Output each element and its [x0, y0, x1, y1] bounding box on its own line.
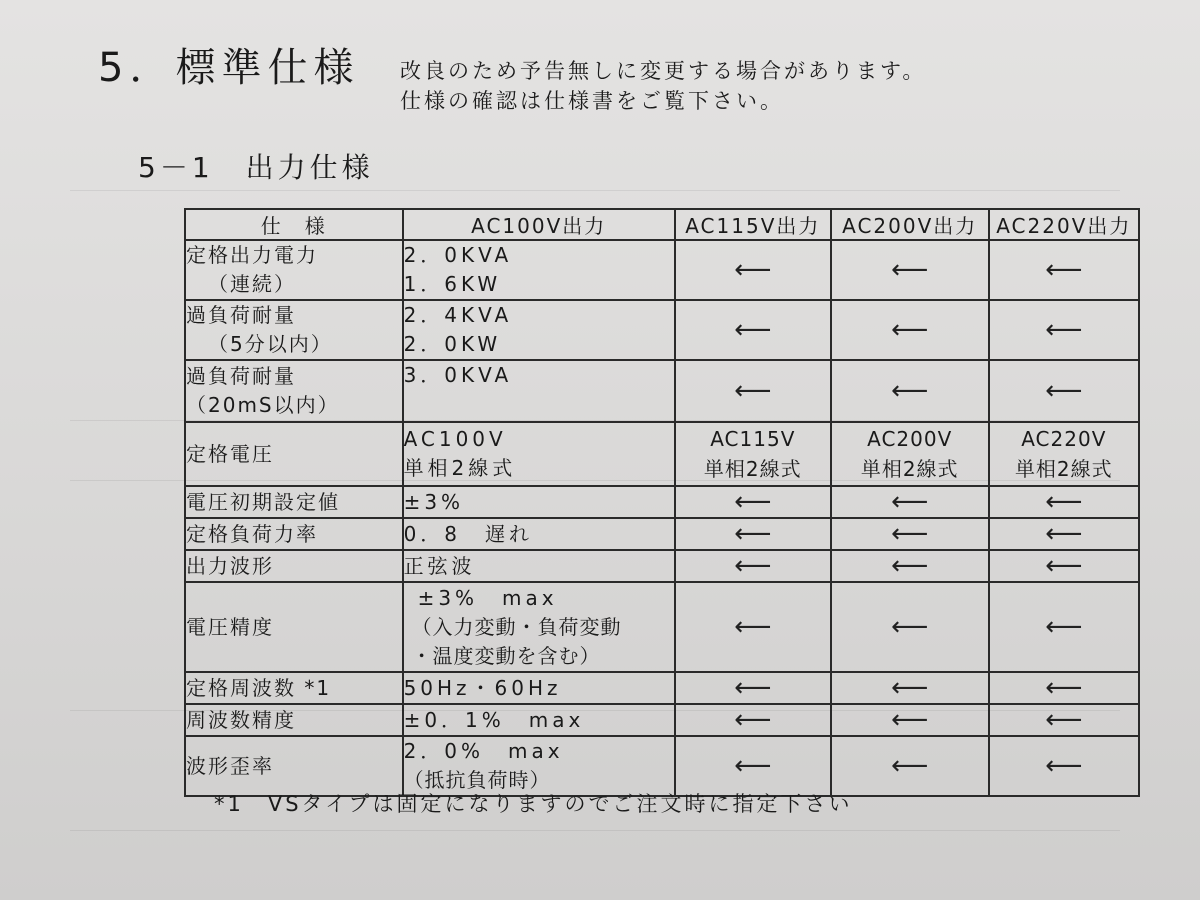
- same-as-left-arrow-icon: ⟵: [675, 486, 831, 518]
- notice-line-2: 仕様の確認は仕様書をご覧下さい。: [400, 89, 784, 113]
- table-row: [185, 240, 1139, 300]
- row-value: ±3% max （入力変動・負荷変動 ・温度変動を含む）: [403, 582, 675, 672]
- same-as-left-arrow-icon: ⟵: [675, 240, 831, 300]
- output-spec-table: [184, 208, 1140, 797]
- table-row: [185, 550, 1139, 582]
- header-ac100v: AC100V出力: [403, 209, 675, 240]
- table-row: [185, 736, 1139, 796]
- notice-text: [400, 56, 926, 116]
- section-heading: 5．標準仕様: [98, 45, 360, 91]
- same-as-left-arrow-icon: ⟵: [675, 736, 831, 796]
- row-label: 周波数精度: [185, 704, 403, 736]
- subsection-heading: 5－1 出力仕様: [138, 151, 374, 184]
- row-label: 定格負荷力率: [185, 518, 403, 550]
- same-as-left-arrow-icon: ⟵: [831, 360, 989, 422]
- row-label: 過負荷耐量 （20mS以内）: [185, 360, 403, 422]
- row-label: 波形歪率: [185, 736, 403, 796]
- row-value: ±0．1% max: [403, 704, 675, 736]
- row-value: AC100V 単相2線式: [403, 422, 675, 486]
- row-label: 出力波形: [185, 550, 403, 582]
- table-row: [185, 486, 1139, 518]
- row-value: 50Hz・60Hz: [403, 672, 675, 704]
- same-as-left-arrow-icon: ⟵: [675, 672, 831, 704]
- header-ac220v: AC220V出力: [989, 209, 1139, 240]
- same-as-left-arrow-icon: ⟵: [989, 672, 1139, 704]
- table-row: [185, 422, 1139, 486]
- same-as-left-arrow-icon: ⟵: [675, 582, 831, 672]
- footnote: *1 VSタイプは固定になりますのでご注文時に指定下さい: [214, 792, 853, 816]
- ac200v-voltage: AC200V 単相2線式: [831, 422, 989, 486]
- same-as-left-arrow-icon: ⟵: [989, 300, 1139, 360]
- same-as-left-arrow-icon: ⟵: [989, 550, 1139, 582]
- header-spec: 仕 様: [185, 209, 403, 240]
- same-as-left-arrow-icon: ⟵: [831, 518, 989, 550]
- same-as-left-arrow-icon: ⟵: [989, 518, 1139, 550]
- ac115v-voltage: AC115V 単相2線式: [675, 422, 831, 486]
- row-value: ±3%: [403, 486, 675, 518]
- row-value: 0．8 遅れ: [403, 518, 675, 550]
- same-as-left-arrow-icon: ⟵: [675, 360, 831, 422]
- table-row: [185, 704, 1139, 736]
- same-as-left-arrow-icon: ⟵: [675, 704, 831, 736]
- same-as-left-arrow-icon: ⟵: [675, 518, 831, 550]
- header-ac115v: AC115V出力: [675, 209, 831, 240]
- same-as-left-arrow-icon: ⟵: [831, 672, 989, 704]
- same-as-left-arrow-icon: ⟵: [831, 300, 989, 360]
- row-value: 正弦波: [403, 550, 675, 582]
- table-row: [185, 672, 1139, 704]
- same-as-left-arrow-icon: ⟵: [831, 240, 989, 300]
- same-as-left-arrow-icon: ⟵: [675, 300, 831, 360]
- same-as-left-arrow-icon: ⟵: [831, 550, 989, 582]
- table-row: [185, 518, 1139, 550]
- row-label: 定格電圧: [185, 422, 403, 486]
- same-as-left-arrow-icon: ⟵: [831, 736, 989, 796]
- row-label: 過負荷耐量 （5分以内）: [185, 300, 403, 360]
- row-label: 電圧初期設定値: [185, 486, 403, 518]
- same-as-left-arrow-icon: ⟵: [989, 240, 1139, 300]
- same-as-left-arrow-icon: ⟵: [831, 704, 989, 736]
- table-header-row: [185, 209, 1139, 240]
- same-as-left-arrow-icon: ⟵: [989, 486, 1139, 518]
- same-as-left-arrow-icon: ⟵: [989, 704, 1139, 736]
- row-label: 電圧精度: [185, 582, 403, 672]
- header-ac200v: AC200V出力: [831, 209, 989, 240]
- notice-line-1: 改良のため予告無しに変更する場合があります。: [400, 59, 927, 83]
- ac220v-voltage: AC220V 単相2線式: [989, 422, 1139, 486]
- same-as-left-arrow-icon: ⟵: [675, 550, 831, 582]
- table-row: [185, 360, 1139, 422]
- same-as-left-arrow-icon: ⟵: [989, 582, 1139, 672]
- same-as-left-arrow-icon: ⟵: [989, 360, 1139, 422]
- table-row: [185, 300, 1139, 360]
- same-as-left-arrow-icon: ⟵: [989, 736, 1139, 796]
- row-label: 定格周波数 *1: [185, 672, 403, 704]
- same-as-left-arrow-icon: ⟵: [831, 582, 989, 672]
- row-value: 2．0KVA 1．6KW: [403, 240, 675, 300]
- same-as-left-arrow-icon: ⟵: [831, 486, 989, 518]
- row-label: 定格出力電力 （連続）: [185, 240, 403, 300]
- row-value: 2．4KVA 2．0KW: [403, 300, 675, 360]
- table-row: [185, 582, 1139, 672]
- row-value: 2．0% max （抵抗負荷時）: [403, 736, 675, 796]
- row-value: 3．0KVA: [403, 360, 675, 422]
